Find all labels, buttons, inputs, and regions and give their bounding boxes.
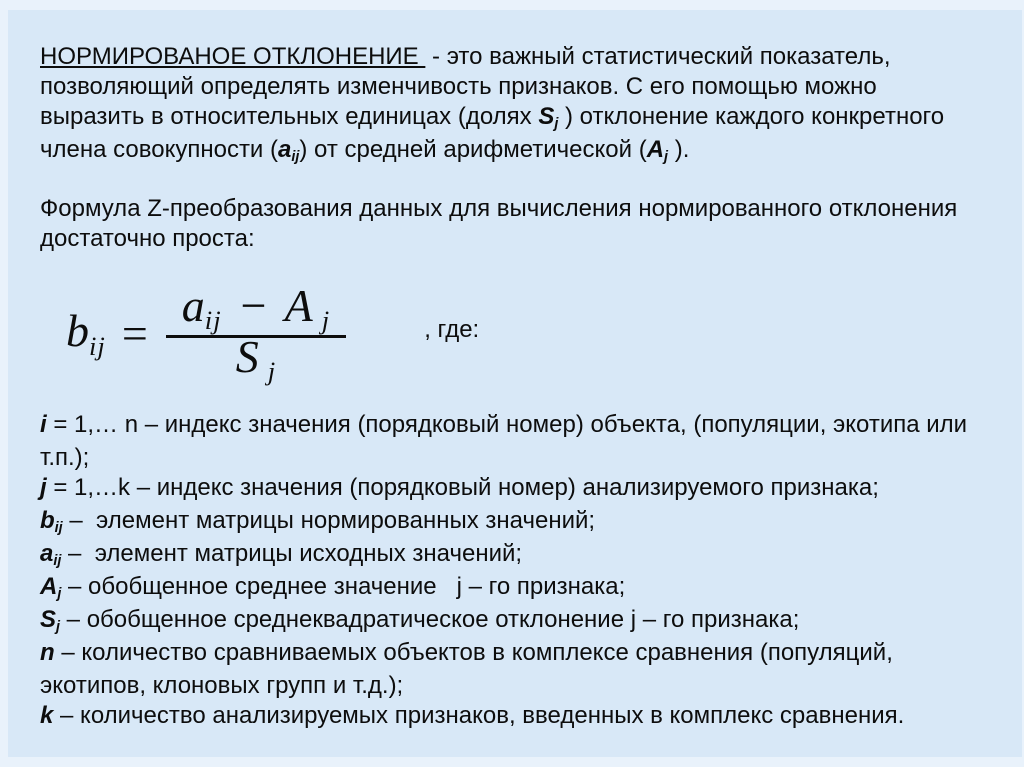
intro-heading: НОРМИРОВАНОЕ ОТКЛОНЕНИЕ (40, 43, 426, 70)
definition-text: – обобщенное среднеквадратическое отклонение j – го признака; (60, 606, 800, 633)
definition-row-b (40, 506, 984, 539)
symbol-a-subscript: ij (291, 149, 300, 166)
definitions-list (40, 410, 984, 734)
symbol-S-subscript: j (554, 116, 559, 133)
numerator-A-subscript: j (321, 305, 331, 336)
definition-text: – количество сравниваемых объектов в комплексе сравнения (популяций, экотипов, клоновых групп и т.д.); (40, 639, 900, 699)
where-label: , где: (424, 316, 480, 343)
symbol-A-subscript: j (57, 586, 62, 603)
symbol-k: k (40, 702, 54, 729)
symbol-A: A (40, 573, 58, 600)
symbol-b-subscript: ij (54, 520, 63, 537)
symbol-S: S (40, 606, 57, 633)
formula-lhs-subscript: ij (89, 330, 106, 361)
fraction (166, 279, 346, 387)
definition-row-j (40, 473, 984, 506)
definition-text: = 1,…k – индекс значения (порядковый номер) анализируемого признака; (46, 474, 879, 501)
symbol-S: S (538, 103, 555, 130)
definition-row-k (40, 701, 984, 734)
intro-text-4: ). (668, 136, 690, 163)
symbol-a: a (278, 136, 292, 163)
symbol-j: j (40, 474, 47, 501)
definition-row-i (40, 410, 984, 473)
intro-text-1: - это важный статистический показатель, позволяющий определять изменчивость признаков. С его помощью можно выразить в относительных единицах (долях (40, 43, 898, 130)
formula-lhs (66, 305, 106, 361)
definition-text: = 1,… n – индекс значения (порядковый номер) объекта, (популяции, экотипа или т.п.); (40, 411, 974, 471)
definition-row-S (40, 605, 984, 638)
symbol-b: b (40, 507, 55, 534)
symbol-A-subscript: j (664, 149, 669, 166)
definition-text: – количество анализируемых признаков, введенных в комплекс сравнения. (53, 702, 905, 729)
definition-text: – элемент матрицы исходных значений; (61, 540, 523, 567)
symbol-i: i (40, 411, 47, 438)
symbol-a-subscript: ij (53, 553, 62, 570)
numerator-A-base: A (284, 279, 313, 331)
symbol-A: A (646, 136, 665, 163)
definition-row-a (40, 539, 984, 572)
definition-text: – элемент матрицы нормированных значений; (62, 507, 596, 534)
definition-row-n (40, 638, 984, 701)
denominator-S-base: S (235, 330, 259, 382)
symbol-a: a (40, 540, 54, 567)
minus-sign: − (237, 279, 269, 331)
numerator-a-subscript: ij (204, 305, 222, 336)
intro-paragraph (40, 42, 984, 168)
formula-lhs-base: b (66, 305, 89, 356)
symbol-S-subscript: j (56, 619, 61, 636)
definition-row-A (40, 572, 984, 605)
intro-text-2: ) отклонение каждого конкретного члена совокупности ( (40, 103, 951, 163)
definition-text: – обобщенное среднее значение j – го признака; (61, 573, 626, 600)
denominator-S-subscript: j (267, 356, 277, 387)
intro-text-3: ) от средней арифметической ( (299, 136, 647, 163)
symbol-n: n (40, 639, 55, 666)
fraction-denominator (235, 330, 277, 387)
slide-content (8, 10, 1022, 734)
slide (8, 10, 1022, 757)
equals-sign: = (121, 308, 148, 359)
formula (66, 268, 984, 400)
numerator-a-base: a (181, 279, 205, 331)
formula-intro-paragraph: Формула Z-преобразования данных для вычисления нормированного отклонения достаточно проста: (40, 195, 964, 252)
